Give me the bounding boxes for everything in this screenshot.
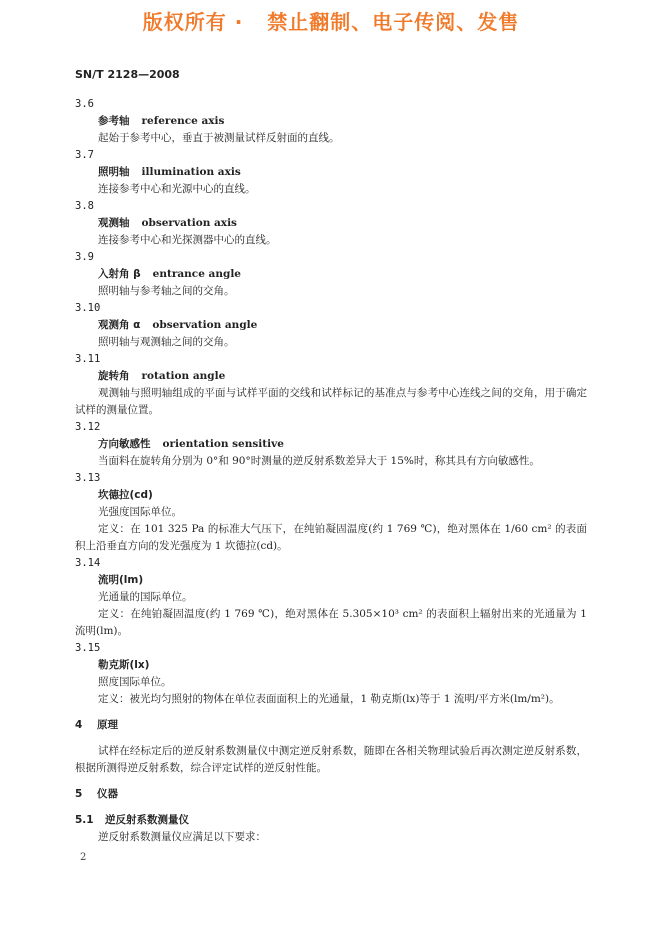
term-heading [75, 572, 587, 589]
clause-number: 3.9 [75, 251, 94, 263]
term-heading [75, 487, 587, 504]
term-heading [75, 317, 587, 334]
term-english: observation axis [141, 217, 237, 229]
term-definition: 光通量的国际单位。 [98, 591, 193, 603]
term-chinese: 观测角 α [98, 319, 141, 331]
term-definition: 照明轴与观测轴之间的交角。 [98, 336, 235, 348]
term-english: observation angle [152, 319, 258, 331]
term-definition: 光强度国际单位。 [98, 506, 182, 518]
term-chinese: 参考轴 [98, 115, 130, 127]
principle-paragraph: 试样在经标定后的逆反射系数测量仪中测定逆反射系数，随即在各相关物理试验后再次测定逆反射系数，根据所测得逆反射系数，综合评定试样的逆反射性能。 [75, 745, 587, 774]
term-chinese: 方向敏感性 [98, 438, 151, 450]
term-definition: 起始于参考中心，垂直于被测量试样反射面的直线。 [98, 132, 340, 144]
term-heading [75, 164, 587, 181]
section-heading-principle [75, 717, 587, 734]
clause-number: 3.12 [75, 421, 101, 433]
term-definition: 观测轴与照明轴组成的平面与试样平面的交线和试样标记的基准点与参考中心连线之间的交角，用于确定试样的测量位置。 [75, 387, 587, 416]
section-title: 原理 [97, 719, 118, 731]
term-chinese: 观测轴 [98, 217, 130, 229]
clause-number: 3.15 [75, 642, 101, 654]
term-chinese: 流明(lm) [98, 574, 144, 586]
term-heading [75, 436, 587, 453]
standard-code: SN/T 2128—2008 [75, 68, 180, 81]
term-heading [75, 266, 587, 283]
term-chinese: 勒克斯(lx) [98, 659, 150, 671]
term-heading [75, 368, 587, 385]
term-definition: 定义：在纯铂凝固温度(约 1 769 ℃)，绝对黑体在 5.305×10³ cm² 的表面积上辐射出来的光通量为 1 流明(lm)。 [75, 608, 587, 637]
term-heading [75, 657, 587, 674]
term-english: orientation sensitive [162, 438, 284, 450]
section-title: 仪器 [97, 788, 118, 800]
term-english: reference axis [141, 115, 225, 127]
section-number: 5 [75, 788, 83, 800]
term-definition: 当面料在旋转角分别为 0°和 90°时测量的逆反射系数差异大于 15%时，称其具有方向敏感性。 [98, 455, 540, 467]
copyright-watermark: 版权所有 · 禁止翻制、电子传阅、发售 [142, 10, 520, 34]
section-number: 4 [75, 719, 83, 731]
subsection-paragraph: 逆反射系数测量仪应满足以下要求： [98, 831, 266, 843]
term-chinese: 入射角 β [98, 268, 141, 280]
term-heading [75, 113, 587, 130]
clause-number: 3.7 [75, 149, 94, 161]
section-heading-instrument [75, 786, 587, 803]
page-number: 2 [80, 852, 87, 863]
subsection-title: 逆反射系数测量仪 [105, 814, 189, 826]
term-definition: 定义：被光均匀照射的物体在单位表面面积上的光通量，1 勒克斯(lx)等于 1 流明/平方米(lm/m²)。 [98, 693, 560, 705]
term-chinese: 坎德拉(cd) [98, 489, 153, 501]
clause-number: 3.8 [75, 200, 94, 212]
term-chinese: 照明轴 [98, 166, 130, 178]
term-definition: 连接参考中心和光探测器中心的直线。 [98, 234, 277, 246]
term-definition: 照度国际单位。 [98, 676, 172, 688]
subsection-number: 5.1 [75, 814, 94, 826]
term-chinese: 旋转角 [98, 370, 130, 382]
term-heading [75, 215, 587, 232]
term-definition: 连接参考中心和光源中心的直线。 [98, 183, 256, 195]
document-body [75, 96, 587, 846]
clause-number: 3.14 [75, 557, 101, 569]
term-english: illumination axis [141, 166, 241, 178]
term-definition: 定义：在 101 325 Pa 的标准大气压下，在纯铂凝固温度(约 1 769 ℃)，绝对黑体在 1/60 cm² 的表面积上沿垂直方向的发光强度为 1 坎德拉(cd)。 [75, 523, 587, 552]
clause-number: 3.11 [75, 353, 101, 365]
term-english: rotation angle [141, 370, 226, 382]
term-entries [75, 96, 587, 708]
clause-number: 3.6 [75, 98, 94, 110]
term-definition: 照明轴与参考轴之间的交角。 [98, 285, 235, 297]
clause-number: 3.10 [75, 302, 101, 314]
term-english: entrance angle [152, 268, 241, 280]
clause-number: 3.13 [75, 472, 101, 484]
subsection-heading [75, 812, 587, 829]
